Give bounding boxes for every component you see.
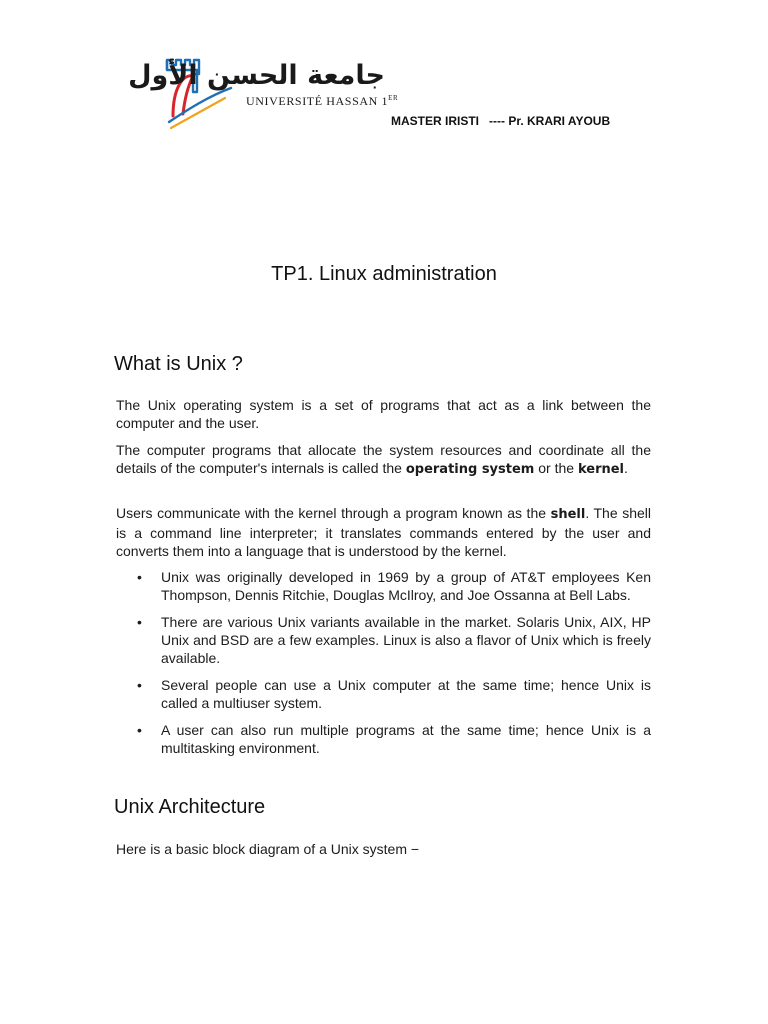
list-item-text: Unix was originally developed in 1969 by a group of AT&T employees Ken Thompson, Dennis Ritchie, Douglas McIlroy, and Joe Ossanna at Bell Labs. — [161, 569, 651, 603]
list-item — [137, 676, 651, 712]
paragraph-text: . — [624, 460, 628, 476]
university-name-latin-text: UNIVERSITÉ HASSAN 1 — [246, 94, 389, 108]
paragraph-text: . The shell is a command line interpreter; it translates commands entered by the user and converts them into a language that is understood by the kernel. — [116, 505, 651, 559]
list-item — [137, 613, 651, 667]
list-item — [137, 721, 651, 757]
list-item — [137, 568, 651, 604]
university-name-arabic: جامعة الحسن الأول — [128, 60, 385, 91]
section-heading-what-is-unix: What is Unix ? — [114, 353, 243, 375]
list-item-text: Several people can use a Unix computer at the same time; hence Unix is called a multiuser system. — [161, 677, 651, 711]
paragraph-block-diagram-intro: Here is a basic block diagram of a Unix system − — [116, 841, 420, 857]
list-item-text: A user can also run multiple programs at the same time; hence Unix is a multitasking environment. — [161, 722, 651, 756]
university-name-latin-sup: ER — [388, 94, 399, 102]
bold-term-operating-system: operating system — [405, 462, 535, 477]
section-heading-unix-architecture: Unix Architecture — [114, 796, 266, 818]
university-logo — [128, 58, 399, 130]
bullet-icon: • — [137, 569, 142, 585]
bullet-icon: • — [137, 677, 142, 693]
university-name-latin — [246, 94, 398, 109]
paragraph-text: The computer programs that allocate the system resources and coordinate all the details of the computer's internals is called the — [116, 442, 651, 476]
bullet-icon: • — [137, 722, 142, 738]
bullet-icon: • — [137, 614, 142, 630]
paragraph-unix-definition: The Unix operating system is a set of programs that act as a link between the computer and the user. — [116, 397, 651, 431]
document-title: TP1. Linux administration — [271, 263, 497, 285]
paragraph-kernel-definition — [116, 441, 651, 479]
bold-term-kernel: kernel — [577, 462, 625, 477]
paragraph-shell-definition — [116, 504, 651, 560]
course-author-line: MASTER IRISTI ---- Pr. KRARI AYOUB — [391, 114, 611, 128]
paragraph-text: or the — [534, 460, 578, 476]
paragraph-text: Users communicate with the kernel through a program known as the — [116, 505, 551, 521]
bold-term-shell: shell — [550, 507, 586, 522]
list-item-text: There are various Unix variants available in the market. Solaris Unix, AIX, HP Unix and BSD are a few examples. Linux is also a flavor of Unix which is freely available. — [161, 614, 651, 666]
unix-facts-list — [137, 568, 651, 757]
